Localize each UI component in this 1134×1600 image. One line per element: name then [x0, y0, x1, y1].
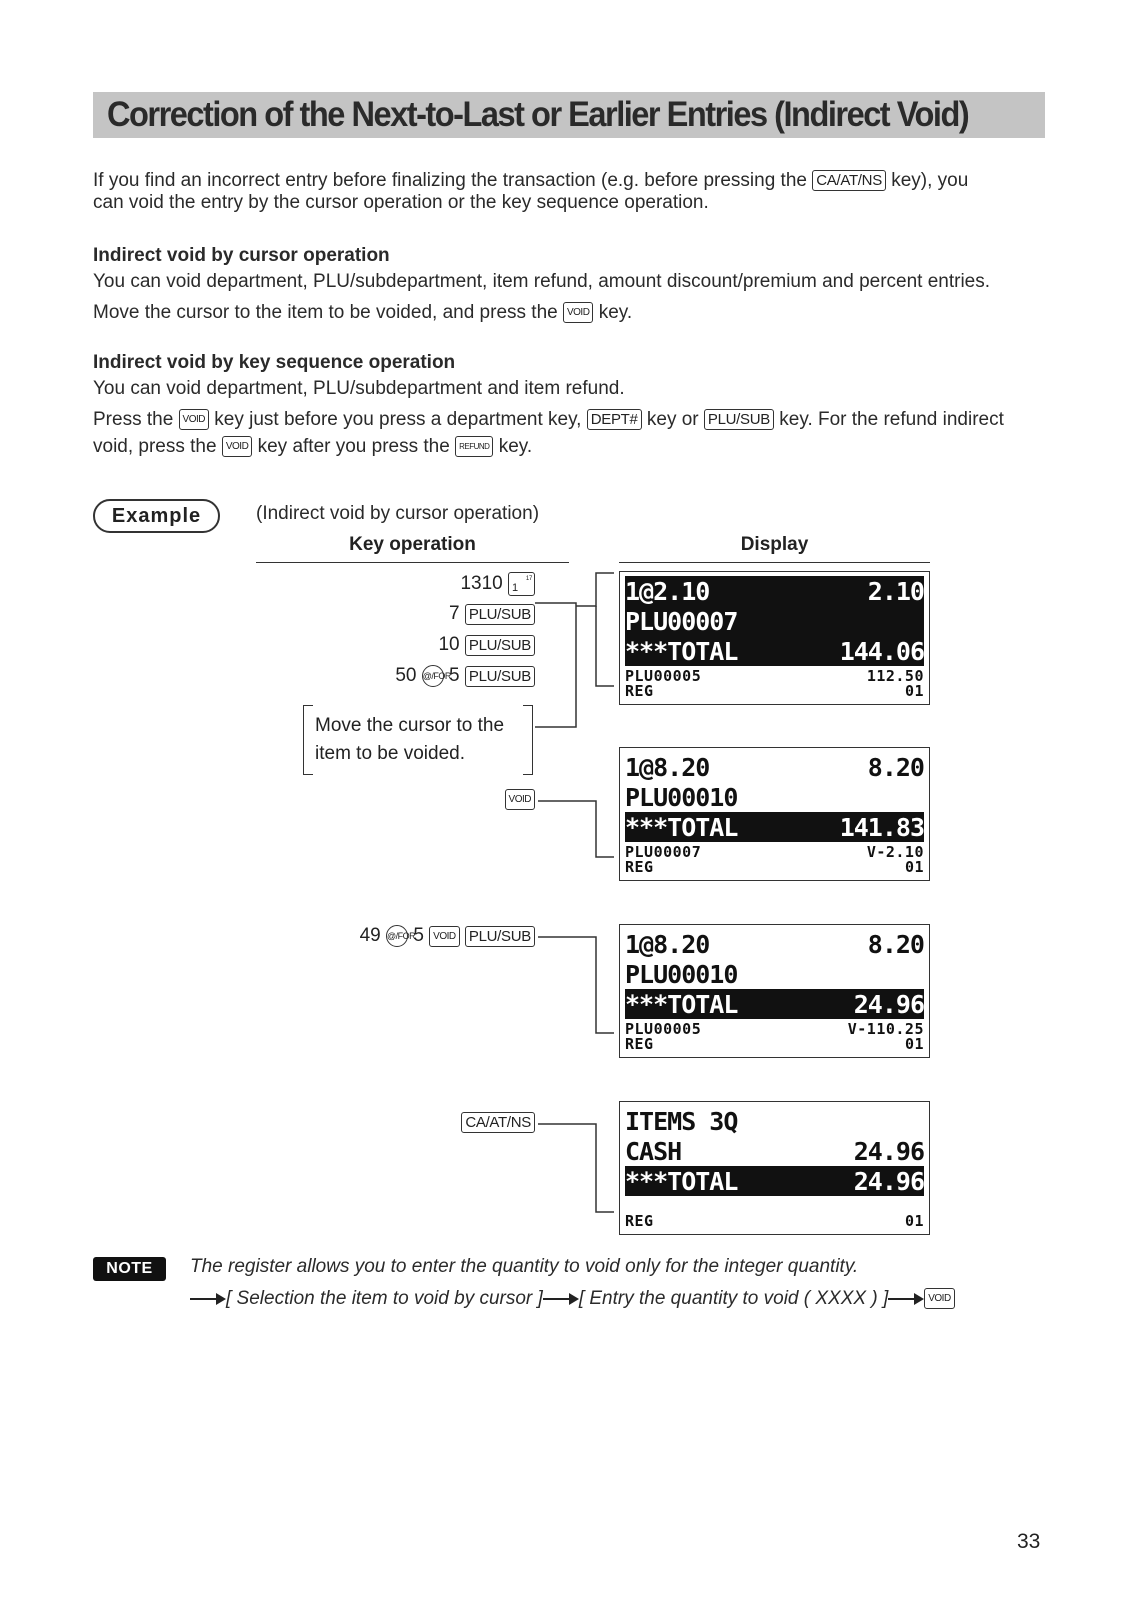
op3-number: 10 — [438, 634, 460, 655]
display-text: REG — [625, 682, 654, 700]
keyseq-line-3-a: void, press the — [93, 436, 217, 457]
op4-number: 50 — [395, 665, 417, 686]
arrow-icon — [190, 1298, 224, 1300]
display-text: ITEMS 3Q — [625, 1106, 738, 1136]
plu-sub-key: PLU/SUB — [465, 926, 535, 947]
display-value: 8.20 — [867, 752, 924, 782]
ca-at-ns-key: CA/AT/NS — [812, 170, 886, 191]
display-text: CASH — [625, 1136, 682, 1166]
ca-at-ns-key: CA/AT/NS — [461, 1112, 535, 1133]
at-for-key: @/FOR — [386, 925, 408, 947]
page-title: Correction of the Next-to-Last or Earlier Entries (Indirect Void) — [107, 95, 969, 134]
display-line-4 — [625, 845, 924, 859]
display-value: 01 — [904, 858, 924, 876]
cursor-line-1: You can void department, PLU/subdepartment, item refund, amount discount/premium and percent entries. — [93, 271, 991, 292]
move-cursor-line-2: item to be voided. — [315, 743, 465, 764]
display-line-3 — [625, 636, 924, 666]
plu-sub-key: PLU/SUB — [704, 409, 774, 430]
note-step-2: [ Entry the quantity to void ( XXXX ) ] — [578, 1288, 889, 1309]
keyseq-line-2-d: key. For the refund indirect — [779, 409, 1004, 430]
display-text: ***TOTAL — [625, 636, 738, 666]
display-value: 01 — [904, 1035, 924, 1053]
display-line-1 — [625, 1106, 924, 1136]
display-text: REG — [625, 1035, 654, 1053]
display-line-5 — [625, 1037, 924, 1051]
display-value: 01 — [904, 682, 924, 700]
key-op-2 — [449, 603, 535, 625]
display-line-4 — [625, 1199, 924, 1213]
cursor-line-2-a: Move the cursor to the item to be voided, and press the — [93, 302, 558, 323]
void-key: VOID — [924, 1288, 954, 1309]
display-text: PLU00005 — [625, 667, 702, 685]
keyseq-line-2-b: key just before you press a department key, — [214, 409, 582, 430]
keyseq-line-2-a: Press the — [93, 409, 174, 430]
dept-1-key-label: 1 — [512, 582, 518, 594]
display-line-3 — [625, 1166, 924, 1196]
dept-1-key-sup: 17 — [525, 576, 532, 582]
bracket-right — [523, 705, 533, 775]
note-badge: NOTE — [93, 1257, 166, 1281]
display-text: 1@8.20 — [625, 752, 710, 782]
display-text: PLU00005 — [625, 1020, 702, 1038]
void-key: VOID — [179, 409, 209, 430]
cursor-heading: Indirect void by cursor operation — [93, 245, 390, 266]
display-value: 112.50 — [866, 667, 924, 685]
op2-number: 7 — [449, 603, 460, 624]
display-header: Display — [619, 534, 930, 563]
op4-number-2: 5 — [449, 665, 460, 686]
keyseq-line-3-c: key. — [498, 436, 533, 457]
display-value: 141.83 — [839, 812, 924, 842]
void-key: VOID — [563, 302, 593, 323]
display-line-5 — [625, 860, 924, 874]
display-value: 8.20 — [867, 929, 924, 959]
key-op-3 — [438, 634, 535, 656]
display-line-2 — [625, 782, 924, 812]
key-operation-header: Key operation — [256, 534, 569, 563]
display-line-3 — [625, 989, 924, 1019]
refund-key: REFUND — [455, 436, 493, 457]
op5-number-2: 5 — [413, 925, 424, 946]
keyseq-line-2 — [93, 409, 1004, 431]
key-op-4 — [395, 665, 535, 687]
display-text: 1@2.10 — [625, 576, 710, 606]
plu-sub-key: PLU/SUB — [465, 635, 535, 656]
display-text: PLU00010 — [625, 959, 738, 989]
void-key: VOID — [222, 436, 252, 457]
intro-line-1 — [93, 170, 968, 192]
key-op-1 — [460, 572, 535, 596]
display-1 — [619, 571, 930, 705]
keyseq-line-3-b: key after you press the — [257, 436, 450, 457]
display-line-5 — [625, 1214, 924, 1228]
keyseq-line-1: You can void department, PLU/subdepartment and item refund. — [93, 378, 625, 399]
op1-number: 1310 — [460, 573, 503, 594]
keyseq-heading: Indirect void by key sequence operation — [93, 352, 456, 373]
key-op-5 — [360, 925, 535, 947]
display-line-2 — [625, 1136, 924, 1166]
display-text: PLU00010 — [625, 782, 738, 812]
display-line-3 — [625, 812, 924, 842]
op5-number: 49 — [359, 925, 381, 946]
display-line-5 — [625, 684, 924, 698]
display-value: 24.96 — [853, 1166, 924, 1196]
display-line-4 — [625, 669, 924, 683]
cursor-line-2 — [93, 302, 632, 324]
display-line-2 — [625, 606, 924, 636]
display-value: 2.10 — [867, 576, 924, 606]
display-text: ***TOTAL — [625, 1166, 738, 1196]
page-number: 33 — [1017, 1530, 1041, 1553]
display-value: 24.96 — [853, 1136, 924, 1166]
display-2 — [619, 747, 930, 881]
display-line-4 — [625, 1022, 924, 1036]
display-value: 24.96 — [853, 989, 924, 1019]
display-text: REG — [625, 858, 654, 876]
dept-1-key — [508, 572, 535, 596]
display-value: 01 — [904, 1212, 924, 1230]
display-text: PLU00007 — [625, 843, 702, 861]
display-line-1 — [625, 752, 924, 782]
bracket-left — [303, 705, 313, 775]
plu-sub-key: PLU/SUB — [465, 604, 535, 625]
note-line-2 — [190, 1288, 955, 1310]
keyseq-line-3 — [93, 436, 532, 458]
display-text: ***TOTAL — [625, 812, 738, 842]
title-bar — [93, 92, 1045, 138]
intro-line-2: can void the entry by the cursor operation or the key sequence operation. — [93, 192, 709, 213]
intro-text-a: If you find an incorrect entry before finalizing the transaction (e.g. before pressing the — [93, 170, 807, 191]
arrow-icon — [543, 1298, 577, 1300]
plu-sub-key: PLU/SUB — [465, 666, 535, 687]
note-line-1: The register allows you to enter the quantity to void only for the integer quantity. — [190, 1256, 859, 1277]
display-line-1 — [625, 929, 924, 959]
example-subtitle: (Indirect void by cursor operation) — [256, 503, 540, 524]
display-line-1 — [625, 576, 924, 606]
void-key: VOID — [505, 789, 535, 810]
display-line-2 — [625, 959, 924, 989]
display-4 — [619, 1101, 930, 1235]
move-cursor-line-1: Move the cursor to the — [315, 715, 505, 736]
arrow-icon — [888, 1298, 922, 1300]
move-cursor-note — [303, 705, 533, 775]
key-op-void — [505, 789, 535, 811]
note-step-1: [ Selection the item to void by cursor ] — [226, 1288, 543, 1309]
move-cursor-text — [315, 712, 504, 768]
display-text: REG — [625, 1212, 654, 1230]
dept-key: DEPT# — [587, 409, 642, 430]
key-op-final — [461, 1112, 535, 1134]
display-text: ***TOTAL — [625, 989, 738, 1019]
void-key: VOID — [429, 926, 459, 947]
display-value: 144.06 — [839, 636, 924, 666]
cursor-line-2-b: key. — [598, 302, 633, 323]
display-value: V-110.25 — [847, 1020, 924, 1038]
display-3 — [619, 924, 930, 1058]
at-for-key: @/FOR — [422, 665, 444, 687]
display-value: V-2.10 — [866, 843, 924, 861]
intro-text-b: key), you — [891, 170, 969, 191]
example-label: Example — [93, 499, 220, 533]
display-text: PLU00007 — [625, 606, 738, 636]
display-text: 1@8.20 — [625, 929, 710, 959]
keyseq-line-2-c: key or — [646, 409, 699, 430]
